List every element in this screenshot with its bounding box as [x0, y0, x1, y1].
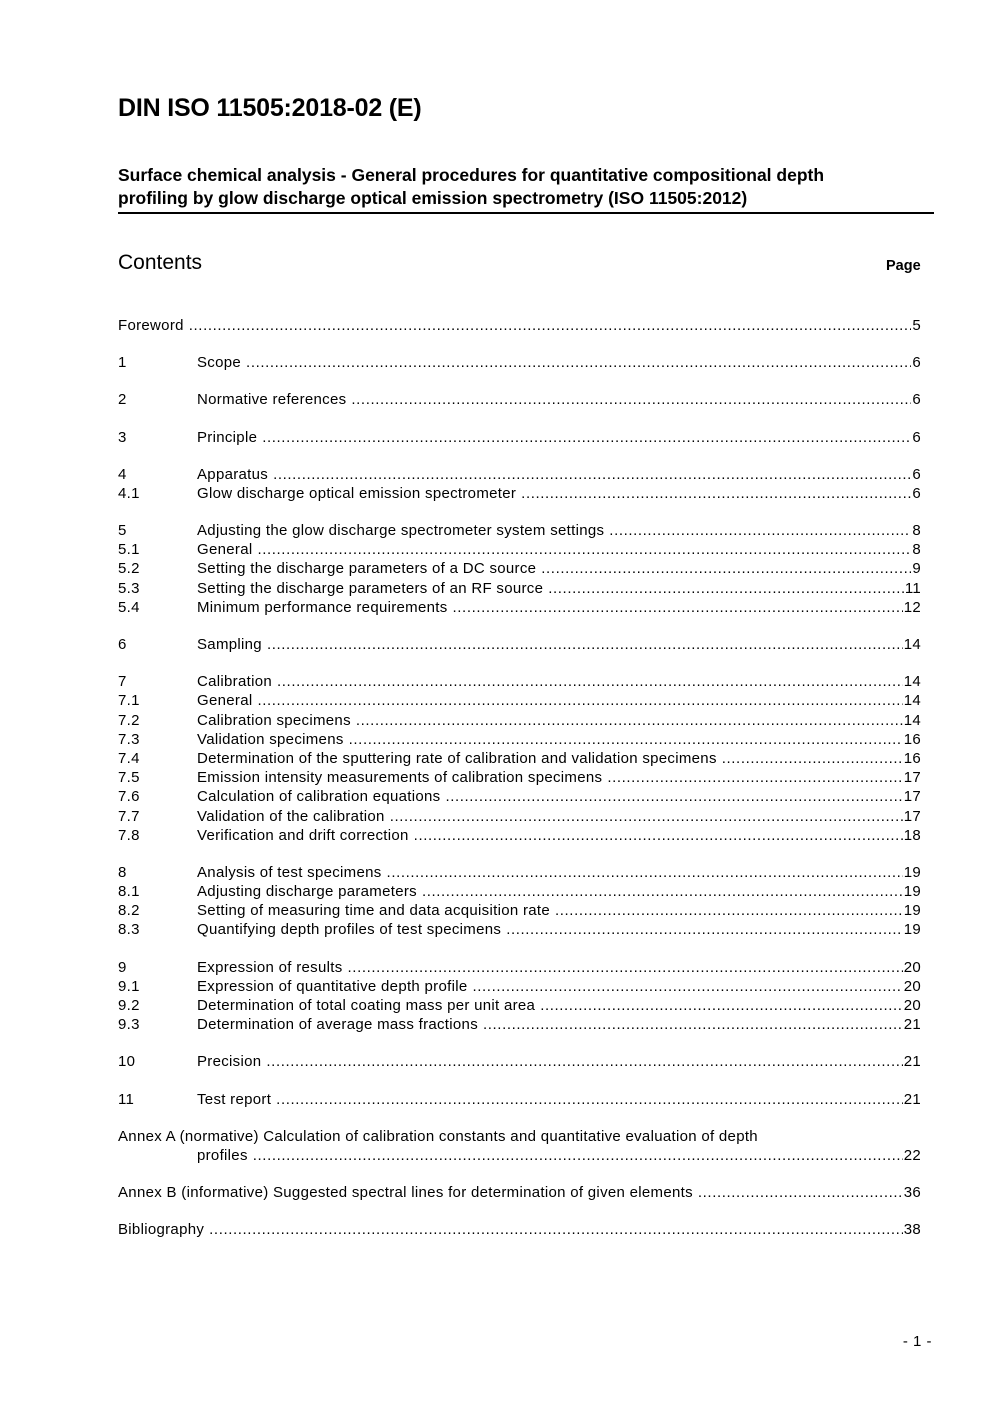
- toc-entry-number: 1: [118, 354, 127, 372]
- toc-entry-title: Glow discharge optical emission spectrometer: [197, 484, 517, 502]
- toc-annex-a-line1[interactable]: Annex A (normative) Calculation of calibration constants and quantitative evaluation of depth: [118, 1127, 758, 1145]
- toc-leader-dots: [521, 484, 911, 503]
- toc-entry-page: 17: [903, 769, 921, 787]
- toc-entry-page: 17: [903, 807, 921, 825]
- toc-leader-dots: [453, 598, 903, 617]
- toc-entry[interactable]: [118, 579, 921, 598]
- toc-leader-dots: [698, 1183, 903, 1202]
- toc-entry-number: 5.1: [118, 541, 140, 559]
- toc-leader-dots: [548, 579, 904, 598]
- toc-leader-dots: [262, 428, 911, 447]
- toc-entry[interactable]: [118, 730, 921, 749]
- toc-entry-title: General: [197, 692, 253, 710]
- toc-entry-title: Minimum performance requirements: [197, 598, 448, 616]
- toc-entry-title: General: [197, 541, 253, 559]
- toc-entry-number: 5.2: [118, 560, 140, 578]
- toc-entry-number: 11: [118, 1090, 135, 1108]
- table-of-contents: [118, 316, 921, 1240]
- toc-entry-page: 19: [903, 921, 921, 939]
- toc-entry-number: 4.1: [118, 484, 140, 502]
- toc-entry-page: 17: [903, 788, 921, 806]
- toc-entry-number: 7.6: [118, 788, 140, 806]
- toc-entry-page: 6: [912, 354, 921, 372]
- toc-entry-page: 12: [903, 598, 921, 616]
- toc-entry-number: 5: [118, 522, 127, 540]
- toc-entry[interactable]: [118, 521, 921, 540]
- toc-entry[interactable]: [118, 484, 921, 503]
- toc-entry[interactable]: [118, 428, 921, 447]
- toc-leader-dots: [541, 560, 911, 579]
- toc-entry[interactable]: [118, 749, 921, 768]
- toc-entry-title: Emission intensity measurements of calibration specimens: [197, 769, 603, 787]
- toc-entry-page: 8: [912, 522, 921, 540]
- toc-entry-page: 19: [903, 883, 921, 901]
- toc-entry-page: 6: [912, 465, 921, 483]
- toc-entry-number: 3: [118, 428, 127, 446]
- toc-entry-number: 9.1: [118, 977, 140, 995]
- toc-entry-page: 6: [912, 391, 921, 409]
- toc-entry-title: Expression of quantitative depth profile: [197, 977, 468, 995]
- toc-entry-title: Setting of measuring time and data acquisition rate: [197, 902, 550, 920]
- contents-heading: Contents: [118, 251, 203, 274]
- toc-entry-number: 7.8: [118, 826, 140, 844]
- toc-entry-title: Bibliography: [118, 1221, 205, 1239]
- toc-leader-dots: [276, 1090, 903, 1109]
- toc-leader-dots: [349, 730, 903, 749]
- toc-entry-title: Adjusting the glow discharge spectrometer system settings: [197, 522, 605, 540]
- toc-entry-page: 16: [903, 730, 921, 748]
- toc-entry-title: Precision: [197, 1053, 262, 1071]
- toc-entry-title: Sampling: [197, 636, 262, 654]
- toc-entry[interactable]: [118, 882, 921, 901]
- toc-entry-number: 8.2: [118, 902, 140, 920]
- toc-entries: [118, 316, 921, 1109]
- toc-leader-dots: [607, 768, 902, 787]
- toc-leader-dots: [273, 465, 911, 484]
- toc-leader-dots: [246, 353, 911, 372]
- toc-entry[interactable]: [118, 1090, 921, 1109]
- toc-leader-dots: [257, 691, 902, 710]
- toc-entry[interactable]: [118, 598, 921, 617]
- toc-entry-page: 14: [903, 636, 921, 654]
- toc-leader-dots: [722, 749, 903, 768]
- toc-entry-title: Analysis of test specimens: [197, 863, 382, 881]
- toc-leader-dots: [609, 521, 911, 540]
- toc-entry-page: 14: [903, 692, 921, 710]
- toc-entry-number: 9.3: [118, 1016, 140, 1034]
- toc-entry-page: 8: [912, 541, 921, 559]
- toc-entry[interactable]: [118, 560, 921, 579]
- toc-entry-page: 14: [903, 711, 921, 729]
- toc-entry-page: 20: [903, 997, 921, 1015]
- toc-entry[interactable]: [118, 1015, 921, 1034]
- toc-entry-number: 9: [118, 958, 127, 976]
- toc-entry[interactable]: [118, 901, 921, 920]
- toc-entry-number: 7.2: [118, 711, 140, 729]
- toc-entry-page: 19: [903, 902, 921, 920]
- toc-entry[interactable]: [118, 768, 921, 787]
- toc-entry[interactable]: [118, 316, 921, 335]
- toc-entry[interactable]: [118, 863, 921, 882]
- toc-entry[interactable]: [118, 691, 921, 710]
- toc-entry[interactable]: [118, 826, 921, 845]
- document-subtitle: [118, 164, 934, 214]
- toc-entry-title: Calibration: [197, 673, 273, 691]
- toc-leader-dots: [506, 921, 903, 940]
- toc-entry-number: 8.3: [118, 921, 140, 939]
- toc-leader-dots: [414, 826, 903, 845]
- document-title: DIN ISO 11505:2018-02 (E): [118, 94, 422, 122]
- toc-entry-number: 5.4: [118, 598, 140, 616]
- toc-entry-title: Adjusting discharge parameters: [197, 883, 417, 901]
- toc-entry-title: Calibration specimens: [197, 711, 351, 729]
- toc-leader-dots: [266, 1052, 902, 1071]
- toc-entry-page: 9: [912, 560, 921, 578]
- toc-entry-page: 20: [903, 958, 921, 976]
- toc-entry[interactable]: [118, 465, 921, 484]
- toc-entry-title: Determination of total coating mass per unit area: [197, 997, 536, 1015]
- toc-entry-title: Normative references: [197, 391, 347, 409]
- toc-entry[interactable]: [118, 390, 921, 409]
- toc-leader-dots: [189, 316, 912, 335]
- toc-entry-number: 8.1: [118, 883, 140, 901]
- toc-entry[interactable]: [118, 540, 921, 559]
- toc-entry-title: Verification and drift correction: [197, 826, 409, 844]
- toc-entry-title: Validation of the calibration: [197, 807, 385, 825]
- toc-annex-b[interactable]: [118, 1183, 921, 1202]
- toc-entry-page: 5: [912, 316, 921, 334]
- toc-entry-page: 6: [912, 484, 921, 502]
- toc-entry[interactable]: [118, 635, 921, 654]
- toc-entry-page: 36: [903, 1184, 921, 1202]
- page-number-footer: - 1 -: [902, 1333, 932, 1350]
- toc-entry-page: 38: [903, 1221, 921, 1239]
- toc-entry-number: 7.5: [118, 769, 140, 787]
- toc-entry-title: Determination of the sputtering rate of calibration and validation specimens: [197, 749, 717, 767]
- toc-entry-number: 5.3: [118, 579, 140, 597]
- subtitle-line-2: profiling by glow discharge optical emission spectrometry (ISO 11505:2012): [118, 188, 748, 208]
- toc-entry-page: 11: [904, 579, 921, 597]
- page-column-heading: Page: [886, 258, 921, 274]
- toc-leader-dots: [473, 977, 903, 996]
- toc-leader-dots: [209, 1220, 903, 1239]
- toc-entry-title: Test report: [197, 1090, 272, 1108]
- toc-entry-title: Annex B (informative) Suggested spectral lines for determination of given elements: [118, 1184, 693, 1202]
- toc-entry-number: 9.2: [118, 997, 140, 1015]
- toc-leader-dots: [277, 672, 903, 691]
- toc-entry[interactable]: [118, 996, 921, 1015]
- toc-entry-page: 20: [903, 977, 921, 995]
- toc-entry-number: 6: [118, 636, 127, 654]
- toc-entry-page: 22: [903, 1146, 921, 1164]
- toc-entry-title: Scope: [197, 354, 242, 372]
- toc-entry-page: 16: [903, 749, 921, 767]
- toc-entry-title: Principle: [197, 428, 258, 446]
- toc-entry-title: Foreword: [118, 316, 184, 334]
- toc-entry-page: 6: [912, 428, 921, 446]
- toc-entry-page: 14: [903, 673, 921, 691]
- toc-entry-page: 19: [903, 863, 921, 881]
- toc-leader-dots: [267, 635, 903, 654]
- toc-entry-page: 21: [903, 1053, 921, 1071]
- toc-entry-number: 2: [118, 391, 127, 409]
- toc-entry-page: 21: [903, 1016, 921, 1034]
- toc-entry[interactable]: [118, 711, 921, 730]
- toc-entry[interactable]: [118, 977, 921, 996]
- toc-entry[interactable]: [118, 921, 921, 940]
- toc-leader-dots: [555, 901, 903, 920]
- toc-leader-dots: [351, 390, 911, 409]
- toc-entry-title: Expression of results: [197, 958, 343, 976]
- toc-entry-page: 21: [903, 1090, 921, 1108]
- toc-entry-number: 8: [118, 863, 127, 881]
- subtitle-line-1: Surface chemical analysis - General procedures for quantitative compositional depth: [118, 165, 825, 185]
- toc-entry[interactable]: [118, 353, 921, 372]
- toc-leader-dots: [390, 807, 903, 826]
- toc-leader-dots: [257, 540, 911, 559]
- toc-entry-number: 7.3: [118, 730, 140, 748]
- toc-entry-number: 7.4: [118, 749, 140, 767]
- toc-leader-dots: [445, 787, 902, 806]
- toc-leader-dots: [253, 1146, 903, 1165]
- toc-entry-page: 18: [903, 826, 921, 844]
- toc-entry[interactable]: [118, 787, 921, 806]
- toc-entry-title: Validation specimens: [197, 730, 344, 748]
- toc-entry[interactable]: [118, 958, 921, 977]
- toc-annex-a-line2[interactable]: [118, 1146, 921, 1165]
- toc-entry-number: 10: [118, 1053, 136, 1071]
- toc-entry-title: profiles: [197, 1146, 248, 1164]
- toc-entry-title: Determination of average mass fractions: [197, 1016, 478, 1034]
- toc-leader-dots: [356, 711, 903, 730]
- toc-entry-number: 4: [118, 465, 127, 483]
- toc-entry-number: 7.7: [118, 807, 140, 825]
- toc-leader-dots: [483, 1015, 903, 1034]
- toc-entry-title: Apparatus: [197, 465, 269, 483]
- toc-leader-dots: [387, 863, 903, 882]
- toc-entry[interactable]: [118, 807, 921, 826]
- toc-leader-dots: [348, 958, 903, 977]
- toc-entry-title: Setting the discharge parameters of a DC source: [197, 560, 537, 578]
- toc-leader-dots: [422, 882, 903, 901]
- toc-entry-title: Setting the discharge parameters of an RF source: [197, 579, 544, 597]
- toc-entry-title: Calculation of calibration equations: [197, 788, 441, 806]
- toc-entry[interactable]: [118, 1052, 921, 1071]
- toc-entry-number: 7: [118, 673, 127, 691]
- toc-entry[interactable]: [118, 672, 921, 691]
- toc-leader-dots: [540, 996, 903, 1015]
- toc-entry-title: Quantifying depth profiles of test specimens: [197, 921, 502, 939]
- toc-entry-number: 7.1: [118, 692, 140, 710]
- toc-bibliography[interactable]: [118, 1220, 921, 1239]
